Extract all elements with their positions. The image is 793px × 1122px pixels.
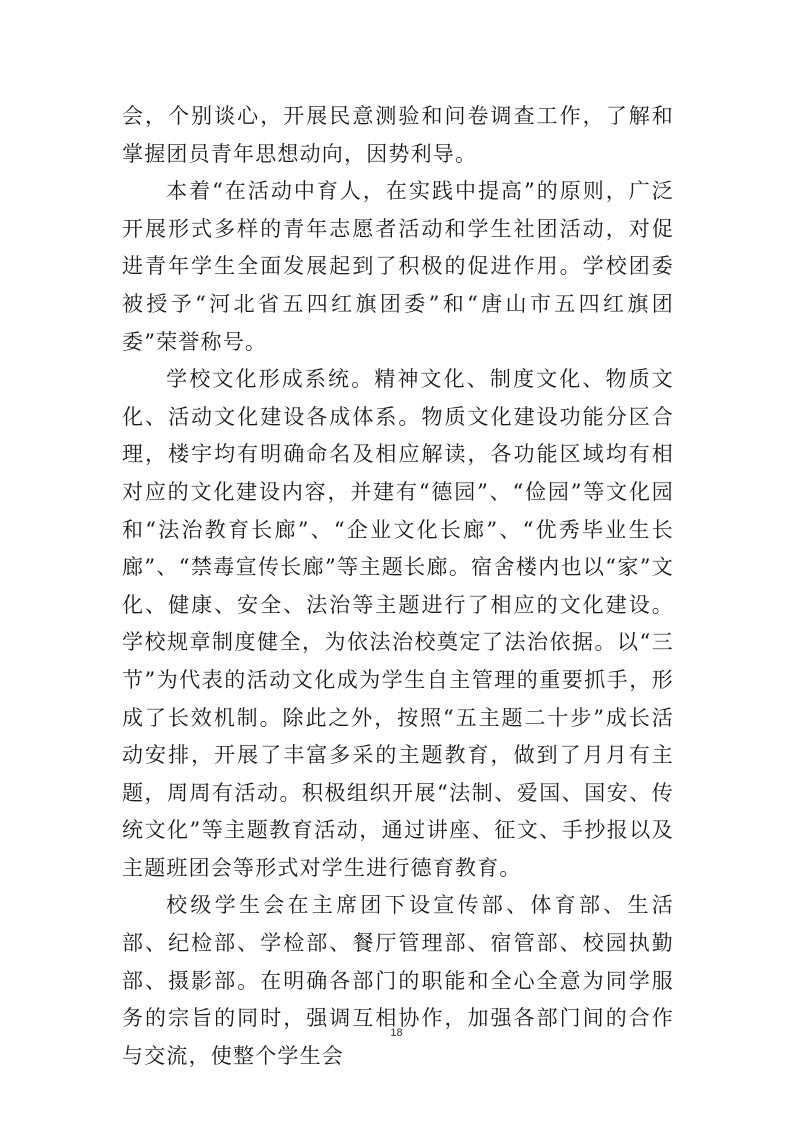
page-number: 18 bbox=[390, 1027, 403, 1039]
paragraph-3: 学校文化形成系统。精神文化、制度文化、物质文化、活动文化建设各成体系。物质文化建设功能分区合理，楼宇均有明确命名及相应解读，各功能区域均有相对应的文化建设内容，并建有“德园”、“俭园”等文化园和“法治教育长廊”、“企业文化长廊”、“优秀毕业生长廊”、“禁毒宣传长廊”等主题长廊。宿舍楼内也以“家”文化、健康、安全、法治等主题进行了相应的文化建设。学校规章制度健全，为依法治校奠定了法治依据。以“三节”为代表的活动文化成为学生自主管理的重要抓手，形成了长效机制。除此之外，按照“五主题二十步”成长活动安排，开展了丰富多采的主题教育，做到了月月有主题，周周有活动。积极组织开展“法制、爱国、国安、传统文化”等主题教育活动，通过讲座、征文、手抄报以及主题班团会等形式对学生进行德育教育。 bbox=[122, 367, 674, 880]
paragraph-1: 会，个别谈心，开展民意测验和问卷调查工作，了解和掌握团员青年思想动向，因势利导。 bbox=[122, 104, 674, 166]
paragraph-2: 本着“在活动中育人，在实践中提高”的原则，广泛开展形式多样的青年志愿者活动和学生社团活动，对促进青年学生全面发展起到了积极的促进作用。学校团委被授予“河北省五四红旗团委”和“唐山市五四红旗团委”荣誉称号。 bbox=[122, 179, 674, 354]
paragraph-4: 校级学生会在主席团下设宣传部、体育部、生活部、纪检部、学检部、餐厅管理部、宿管部、校园执勤部、摄影部。在明确各部门的职能和全心全意为同学服务的宗旨的同时，强调互相协作，加强各部门间的合作与交流，使整个学生会 bbox=[122, 893, 674, 1068]
body-text bbox=[122, 98, 674, 1075]
